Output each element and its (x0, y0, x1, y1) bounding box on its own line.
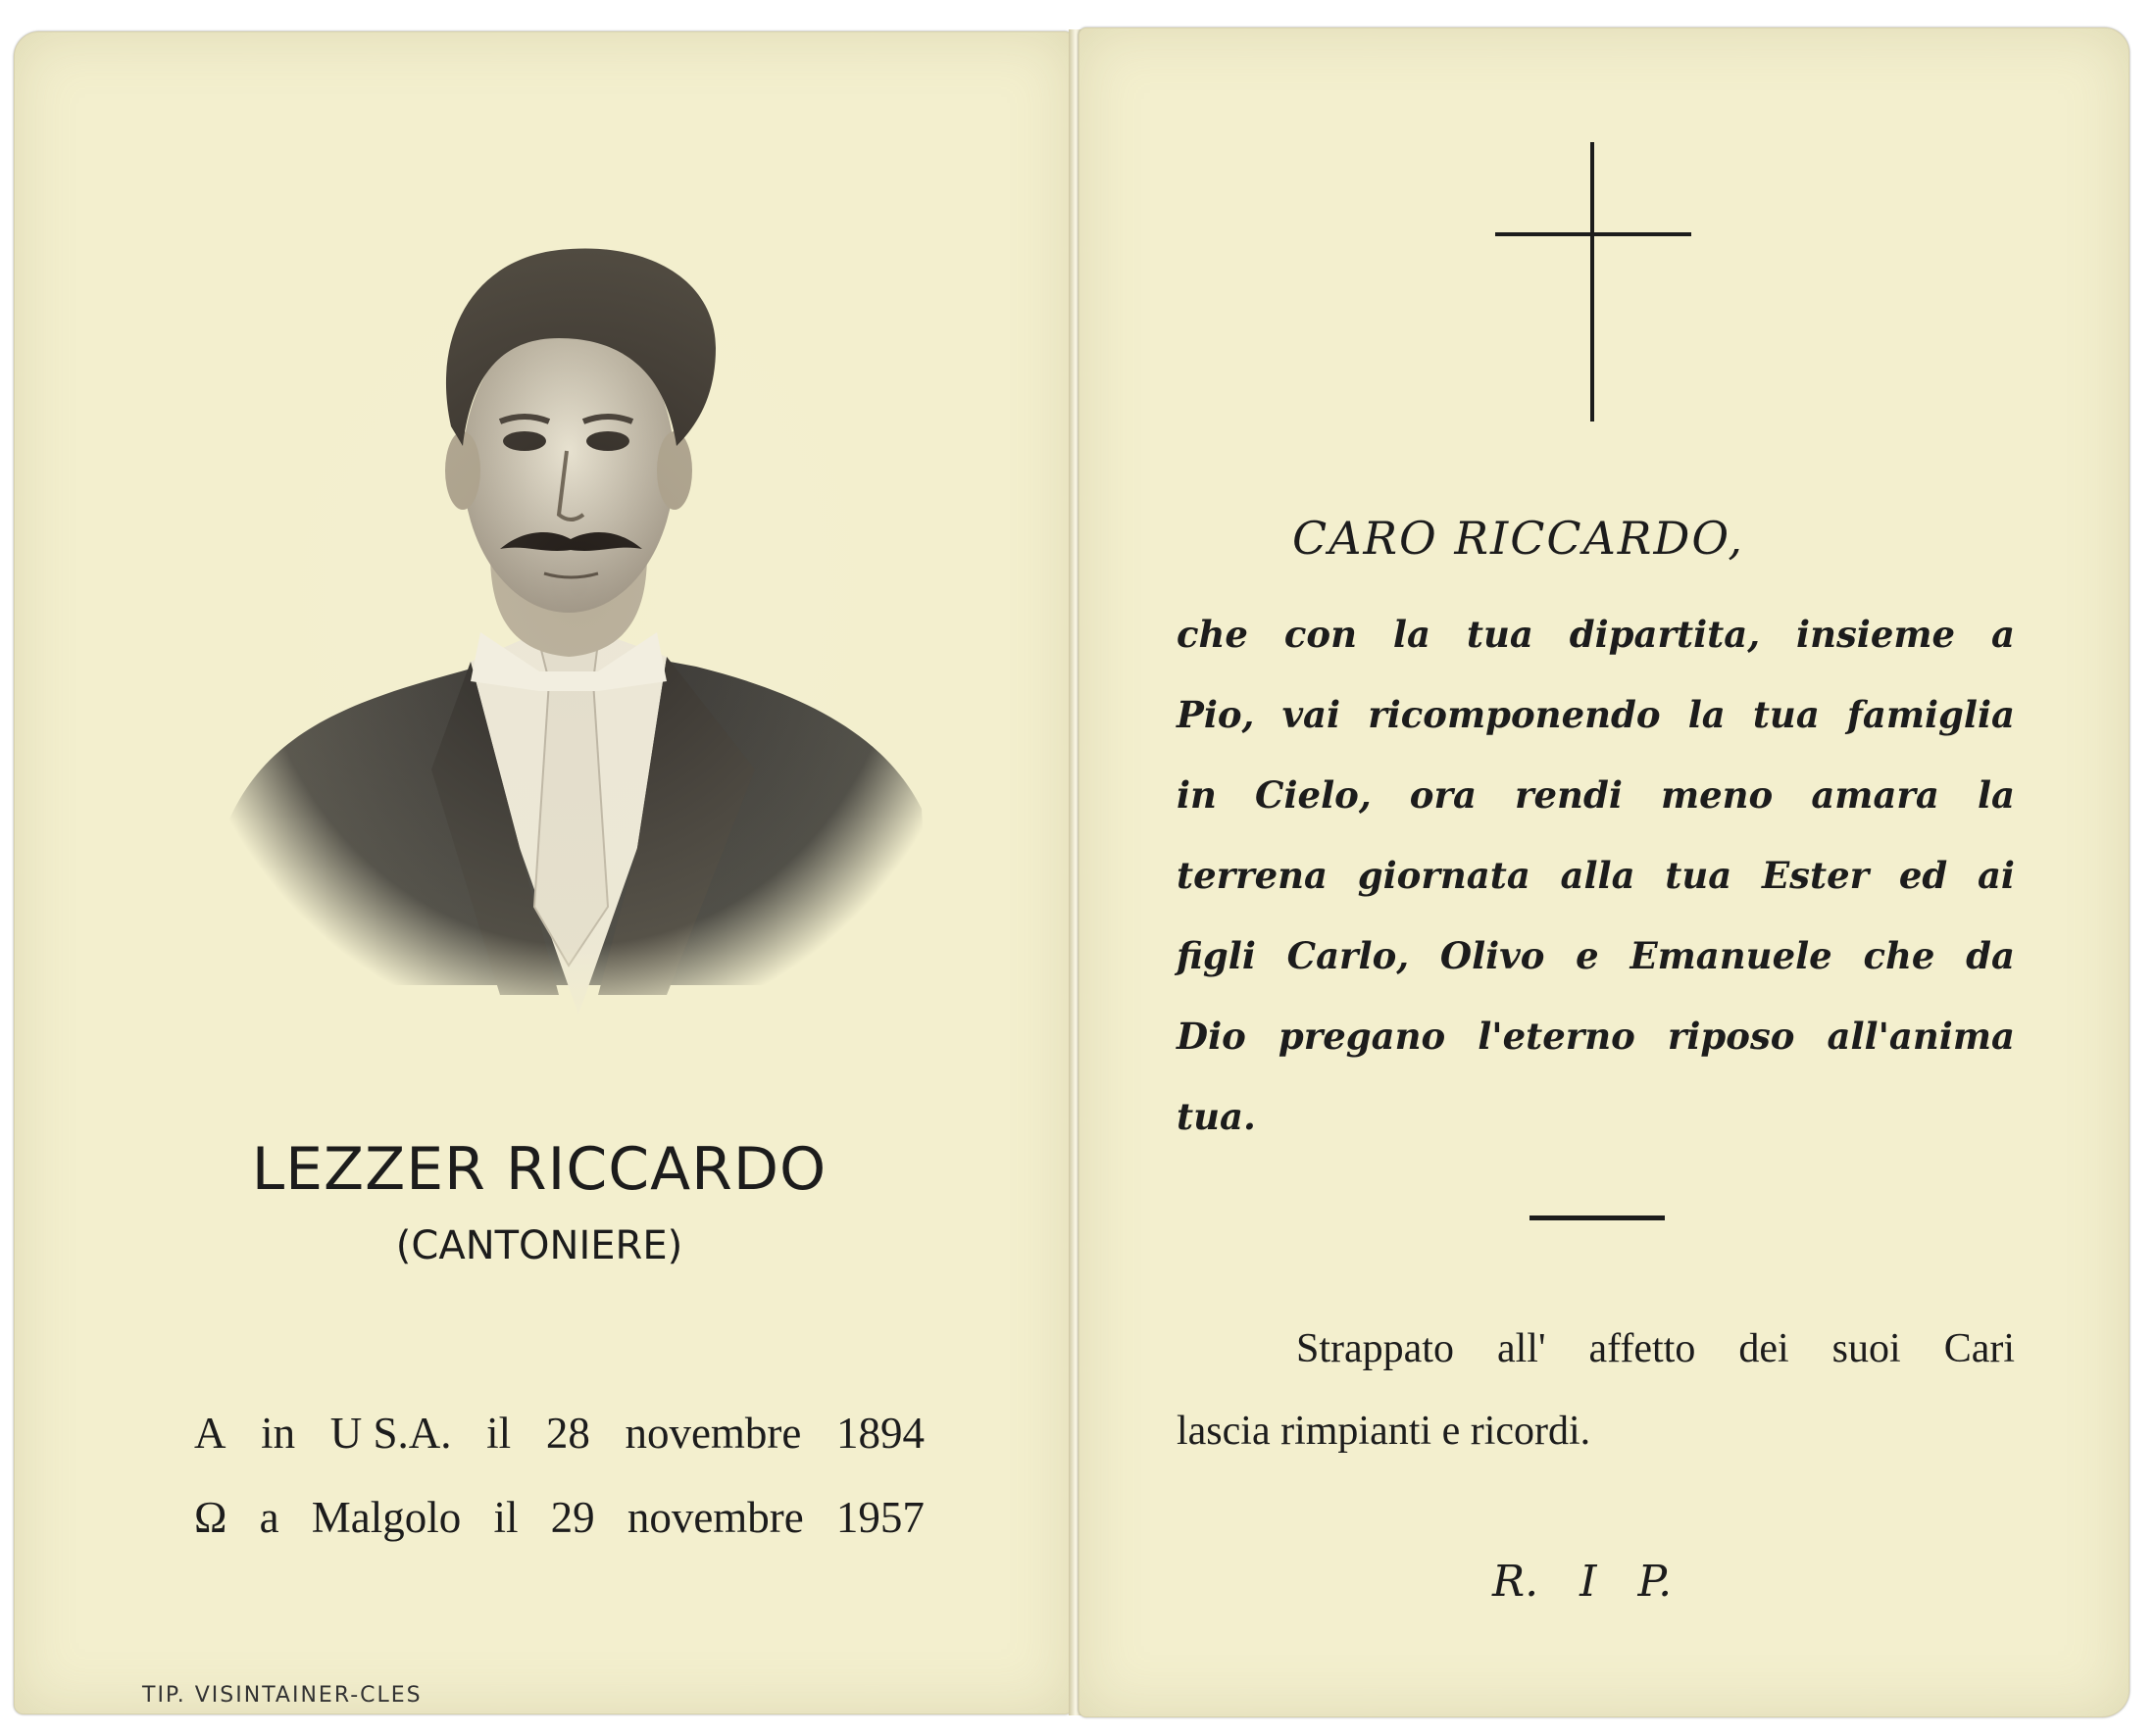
dedication-line: terrena giornata alla tua Ester ed ai (1177, 854, 2015, 897)
closing-line: Strappato all' affetto dei suoi Cari (1296, 1326, 2015, 1371)
death-symbol: Ω (194, 1493, 227, 1542)
separator-rule (1529, 1215, 1665, 1220)
birth-day: 28 (545, 1409, 590, 1458)
dedication-line: Dio pregano l'eterno riposo all'anima (1177, 1015, 2015, 1058)
death-word: a (259, 1493, 279, 1542)
cross-icon (1495, 142, 1691, 422)
birth-month: novembre (625, 1409, 802, 1458)
salutation: CARO RICCARDO, (1292, 512, 1744, 565)
printer-imprint: TIP. VISINTAINER-CLES (142, 1683, 423, 1708)
birth-word: in (261, 1409, 296, 1458)
deceased-name: LEZZER RICCARDO (251, 1135, 827, 1204)
portrait-photo (206, 221, 951, 1034)
dedication-line: che con la tua dipartita, insieme a (1177, 613, 2015, 656)
birth-place: U S.A. (329, 1409, 452, 1458)
death-month: novembre (627, 1493, 804, 1542)
rip-text: R. I P. (1492, 1557, 1673, 1607)
birth-symbol: A (194, 1409, 226, 1458)
birth-word: il (486, 1409, 512, 1458)
death-day: 29 (550, 1493, 595, 1542)
birth-line (194, 1408, 925, 1459)
dedication-line: tua. (1177, 1095, 1256, 1138)
dedication-line: Pio, vai ricomponendo la tua famiglia (1177, 693, 2015, 736)
death-place: Malgolo (311, 1493, 462, 1542)
deceased-profession: (CANTONIERE) (395, 1223, 683, 1268)
death-line (194, 1492, 925, 1543)
birth-year: 1894 (836, 1409, 925, 1458)
dedication-line: in Cielo, ora rendi meno amara la (1177, 773, 2015, 817)
closing-line: lascia rimpianti e ricordi. (1177, 1409, 1591, 1454)
death-word: il (493, 1493, 519, 1542)
death-year: 1957 (835, 1493, 925, 1542)
dedication-line: figli Carlo, Olivo e Emanuele che da (1177, 934, 2015, 977)
